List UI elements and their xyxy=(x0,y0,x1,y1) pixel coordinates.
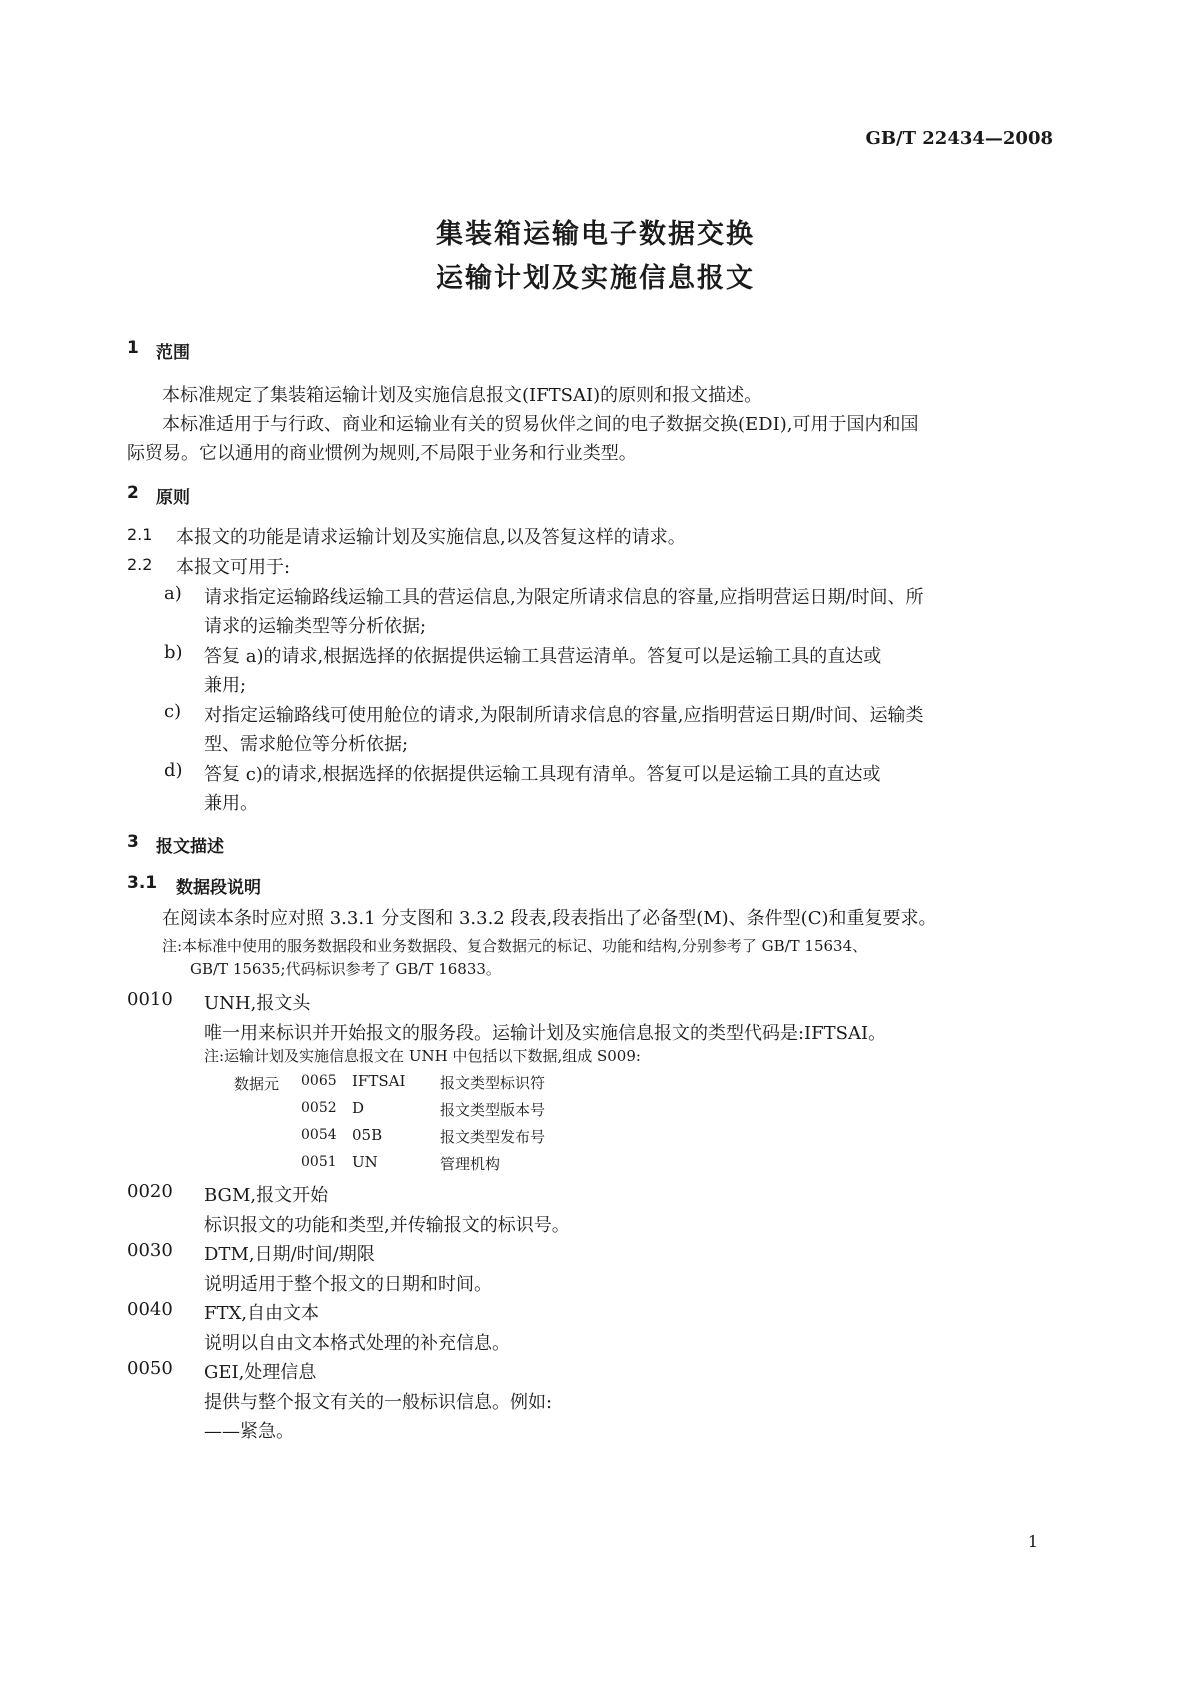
list-item-line1: 答复 c)的请求,根据选择的依据提供运输工具现有清单。答复可以是运输工具的直达或 xyxy=(204,764,881,785)
segment-title: BGM,报文开始 xyxy=(204,1185,329,1206)
note-line2: GB/T 15635;代码标识参考了 GB/T 16833。 xyxy=(190,960,501,978)
section-1-para1: 本标准规定了集装箱运输计划及实施信息报文(IFTSAI)的原则和报文描述。 xyxy=(162,385,763,406)
section-1-para2-line1: 本标准适用于与行政、商业和运输业有关的贸易伙伴之间的电子数据交换(EDI),可用于国内和国 xyxy=(162,414,919,435)
segment-code: 0010 xyxy=(127,989,173,1010)
list-item-line1: 请求指定运输路线运输工具的营运信息,为限定所请求信息的容量,应指明营运日期/时间、所 xyxy=(204,587,924,608)
data-element-description: 报文类型标识符 xyxy=(440,1074,546,1092)
section-1-title: 范围 xyxy=(156,343,190,363)
list-item-label: b) xyxy=(164,642,183,663)
segment-description: 说明适用于整个报文的日期和时间。 xyxy=(204,1274,492,1295)
segment-description: 说明以自由文本格式处理的补充信息。 xyxy=(204,1333,510,1354)
data-element-label: 数据元 xyxy=(234,1075,280,1093)
segment-code: 0020 xyxy=(127,1181,173,1202)
list-item-label: d) xyxy=(164,760,183,781)
standard-number: GB/T 22434—2008 xyxy=(865,128,1053,149)
section-1-number: 1 xyxy=(127,338,139,358)
segment-code: 0040 xyxy=(127,1299,173,1320)
segment-title: DTM,日期/时间/期限 xyxy=(204,1244,375,1265)
data-element-value: D xyxy=(352,1099,365,1117)
clause-2-2-number: 2.2 xyxy=(127,555,153,574)
segment-code: 0050 xyxy=(127,1358,173,1379)
gei-example: ——紧急。 xyxy=(204,1421,294,1442)
segment-description: 标识报文的功能和类型,并传输报文的标识号。 xyxy=(204,1215,570,1236)
data-element-code: 0052 xyxy=(301,1100,337,1116)
clause-2-2-text: 本报文可用于: xyxy=(176,557,291,578)
clause-3-1-title: 数据段说明 xyxy=(176,878,261,898)
section-1-para2-line2: 际贸易。它以通用的商业惯例为规则,不局限于业务和行业类型。 xyxy=(127,443,637,464)
data-element-value: UN xyxy=(352,1153,378,1171)
segment-title: UNH,报文头 xyxy=(204,993,311,1014)
list-item-label: c) xyxy=(164,701,182,722)
data-element-code: 0051 xyxy=(301,1154,337,1170)
list-item-line2: 型、需求舱位等分析依据; xyxy=(204,734,409,755)
section-2-number: 2 xyxy=(127,483,139,503)
clause-2-1-text: 本报文的功能是请求运输计划及实施信息,以及答复这样的请求。 xyxy=(176,527,686,548)
data-element-value: IFTSAI xyxy=(352,1072,406,1090)
note-line1: 注:本标准中使用的服务数据段和业务数据段、复合数据元的标记、功能和结构,分别参考了 GB/T 15634、 xyxy=(162,937,868,955)
segment-description: 提供与整个报文有关的一般标识信息。例如: xyxy=(204,1392,553,1413)
list-item-line2: 兼用。 xyxy=(204,793,258,814)
clause-2-1-number: 2.1 xyxy=(127,525,153,544)
segment-code: 0030 xyxy=(127,1240,173,1261)
document-title-line2: 运输计划及实施信息报文 xyxy=(436,263,755,294)
data-element-description: 管理机构 xyxy=(440,1155,501,1173)
data-element-description: 报文类型版本号 xyxy=(440,1101,546,1119)
segment-title: GEI,处理信息 xyxy=(204,1362,317,1383)
list-item-line2: 请求的运输类型等分析依据; xyxy=(204,616,427,637)
data-element-value: 05B xyxy=(352,1126,383,1144)
list-item-line2: 兼用; xyxy=(204,675,247,696)
list-item-label: a) xyxy=(164,583,182,604)
data-element-code: 0065 xyxy=(301,1073,337,1089)
section-3-title: 报文描述 xyxy=(156,837,224,857)
unh-note: 注:运输计划及实施信息报文在 UNH 中包括以下数据,组成 S009: xyxy=(204,1047,641,1065)
list-item-line1: 对指定运输路线可使用舱位的请求,为限制所请求信息的容量,应指明营运日期/时间、运输类 xyxy=(204,705,924,726)
section-2-title: 原则 xyxy=(156,488,190,508)
segment-description: 唯一用来标识并开始报文的服务段。运输计划及实施信息报文的类型代码是:IFTSAI。 xyxy=(204,1023,887,1044)
section-3-number: 3 xyxy=(127,832,139,852)
data-element-description: 报文类型发布号 xyxy=(440,1128,546,1146)
segment-title: FTX,自由文本 xyxy=(204,1303,320,1324)
list-item-line1: 答复 a)的请求,根据选择的依据提供运输工具营运清单。答复可以是运输工具的直达或 xyxy=(204,646,882,667)
clause-3-1-para: 在阅读本条时应对照 3.3.1 分支图和 3.3.2 段表,段表指出了必备型(M)、条件型(C)和重复要求。 xyxy=(162,908,937,929)
clause-3-1-number: 3.1 xyxy=(127,873,158,893)
document-title-line1: 集装箱运输电子数据交换 xyxy=(436,219,755,250)
page-number: 1 xyxy=(1027,1532,1038,1551)
data-element-code: 0054 xyxy=(301,1127,337,1143)
